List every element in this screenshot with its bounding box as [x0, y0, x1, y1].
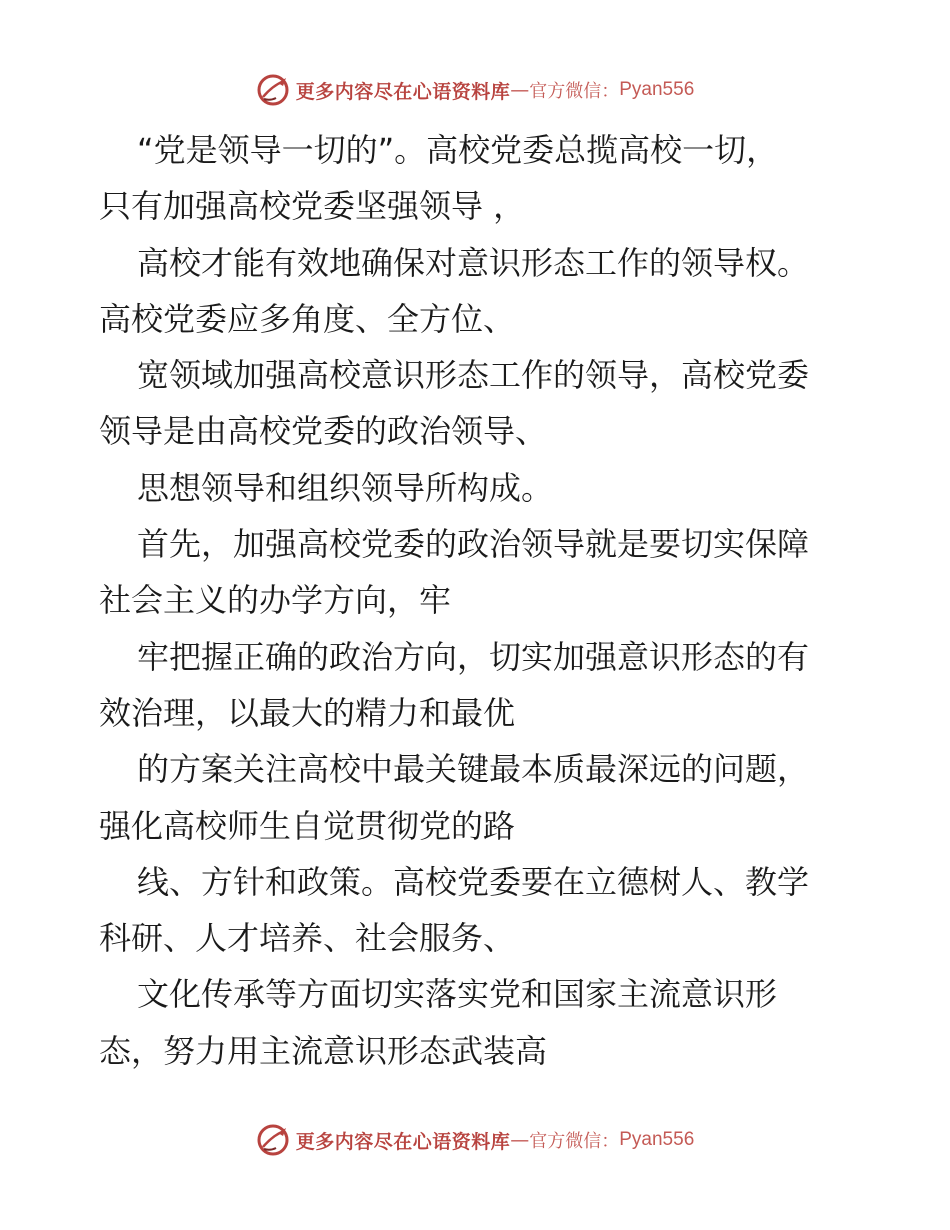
watermark-title: 更多内容尽在心语资料库	[295, 1130, 511, 1153]
article-body	[99, 122, 859, 1079]
watermark-footer	[0, 1120, 950, 1160]
text-line: 态，努力用主流意识形态武装高	[99, 1031, 548, 1070]
text-line: 的方案关注高校中最关键最本质最深远的问题，	[137, 750, 810, 789]
text-line: 线、方针和政策。高校党委要在立德树人、教学	[137, 862, 810, 901]
text-line: 宽领域加强高校意识形态工作的领导，高校党委	[137, 356, 810, 395]
watermark-title: 更多内容尽在心语资料库	[295, 80, 511, 103]
watermark-dash: —	[510, 1129, 530, 1151]
watermark-wechat-id: Pyan556	[619, 79, 695, 100]
watermark-dash: —	[510, 79, 530, 101]
watermark-official-label: 官方微信：	[529, 81, 620, 102]
text-line: 效治理，以最大的精力和最优	[99, 693, 516, 732]
text-line: 科研、人才培养、社会服务、	[99, 919, 516, 958]
text-line: 强化高校师生自觉贯彻党的路	[99, 806, 516, 845]
text-line: 首先，加强高校党委的政治领导就是要切实保障	[137, 525, 810, 564]
text-line: 领导是由高校党委的政治领导、	[99, 412, 548, 451]
watermark-wechat-id: Pyan556	[619, 1129, 695, 1150]
text-line: “党是领导一切的”。高校党委总揽高校一切，	[137, 131, 779, 169]
text-line: 高校才能有效地确保对意识形态工作的领导权。	[137, 243, 810, 282]
text-line: 思想领导和组织领导所构成。	[137, 468, 554, 507]
text-line: 牢把握正确的政治方向，切实加强意识形态的有	[137, 637, 810, 676]
watermark-header	[0, 70, 950, 110]
pen-logo-icon	[256, 1123, 290, 1157]
watermark-official-label: 官方微信：	[529, 1131, 620, 1152]
text-line: 文化传承等方面切实落实党和国家主流意识形	[137, 975, 778, 1014]
text-line: 只有加强高校党委坚强领导 ，	[99, 187, 526, 226]
text-line: 社会主义的办学方向，牢	[99, 581, 452, 620]
pen-logo-icon	[256, 73, 290, 107]
text-line: 高校党委应多角度、全方位、	[99, 299, 516, 338]
